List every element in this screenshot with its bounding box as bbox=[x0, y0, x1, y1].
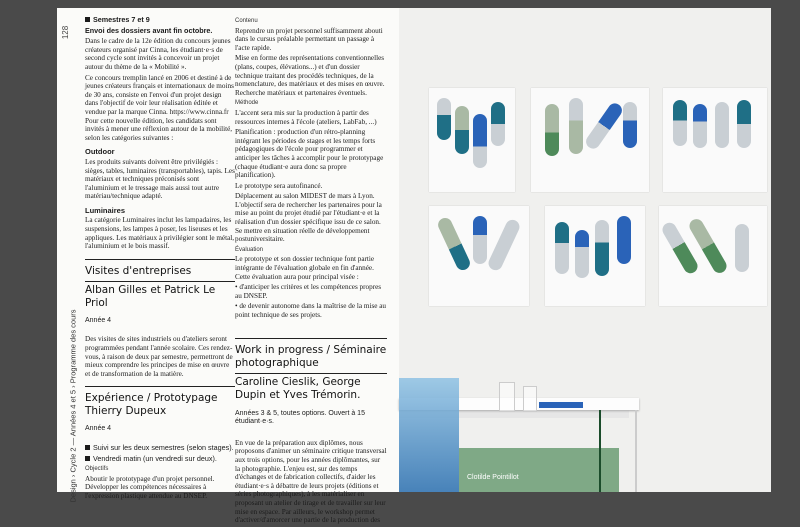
intro-paragraph-2: Ce concours tremplin lancé en 2006 et destiné à de jeunes créateurs français et internationaux de moins de 30 ans, consiste en l'envoi d'un projet design dans l'objectif de voir leur réalisation éditée et vendue par la marque Cinna. https://www.cinna.fr Pour cette nouvelle édition, les candidats sont invités à mener une réflexion autour de la mobilité, selon les catégories suivantes : bbox=[85, 73, 234, 142]
exhibition-wall-photo bbox=[419, 28, 771, 298]
evaluation-paragraph-2: • d'anticiper les critères et les compétences propres au DNSEP. bbox=[235, 283, 382, 300]
color-strip bbox=[436, 216, 472, 273]
methode-paragraph-2: Planification : production d'un rétro-planning intégrant les périodes de stages et les temps forts pédagogiques de l'école pour programmer et anticiper les tâches à accomplir pour le prototypage (chaque étudiant·e aura donc sa propre planification). bbox=[235, 128, 384, 180]
print-panel bbox=[429, 88, 515, 192]
table-leg bbox=[635, 410, 637, 492]
outdoor-text: Les produits suivants doivent être privilégiés : sièges, tables, luminaires (transportables), tapis. Les matériaux et techniques préconisés sont l'aluminium et le tressage mais aussi tout autre matériau/technique adapté. bbox=[85, 157, 235, 201]
methode-paragraph-3: Le prototype sera autofinancé. bbox=[235, 181, 323, 190]
photo-page bbox=[399, 8, 771, 492]
visites-year: Année 4 bbox=[85, 316, 112, 324]
luminaires-text: La catégorie Luminaires inclut les lampadaires, les suspensions, les lampes à poser, les liseuses et les appliques. Les matériaux à privilégier sont le métal, l'aluminium et le bois massif. bbox=[85, 216, 235, 251]
methode-paragraph-1: L'accent sera mis sur la production à partir des ressources internes à l'école (ateliers, LabFab, ...) bbox=[235, 108, 377, 126]
square-bullet-icon bbox=[85, 17, 90, 22]
color-strip bbox=[545, 104, 559, 156]
visites-names: Alban Gilles et Patrick Le Priol bbox=[85, 283, 216, 309]
color-strip bbox=[693, 104, 707, 148]
contenu-paragraph-1: Reprendre un projet personnel suffisamment abouti dans le cursus préalable permettant un passage à l'acte rapide. bbox=[235, 26, 383, 52]
semester-label: Semestres 7 et 9 bbox=[85, 16, 235, 25]
color-strip bbox=[473, 216, 487, 264]
section-divider bbox=[85, 259, 235, 260]
wip-years: Années 3 & 5, toutes options. Ouvert à 15 étudiant·e·s. bbox=[235, 409, 365, 426]
color-strip bbox=[486, 218, 522, 273]
color-strip bbox=[555, 222, 569, 274]
color-strip bbox=[673, 100, 687, 146]
color-strip bbox=[715, 102, 729, 148]
title-underline bbox=[85, 281, 235, 282]
contenu-paragraph-2: Mise en forme des représentations conventionnelles (plans, coupes, élévations...) et d'un dossier technique traitant des procédés techniques, de la nomenclature, des matériaux et des mises en œuvre. Recherche matériaux et partenaires éventuels. bbox=[235, 54, 385, 97]
methode-paragraph-4: Déplacement au salon MIDEST de mars à Lyon. L'objectif sera de rechercher les partenaires pour la mise au point du projet étudié par l'étudiant·e et la réalisation d'un dossier spécifique issu de ce salon. Se mettre en situation réelle de développement postuniversitaire. bbox=[235, 192, 382, 244]
section-divider bbox=[235, 338, 387, 339]
title-underline bbox=[235, 373, 387, 374]
print-panel bbox=[429, 206, 529, 306]
color-strip bbox=[575, 230, 589, 278]
print-panel bbox=[663, 88, 767, 192]
section-divider bbox=[85, 386, 235, 387]
text-column-left bbox=[85, 16, 235, 503]
visites-title: Visites d'entreprises bbox=[85, 264, 192, 277]
color-strip bbox=[735, 224, 749, 272]
text-column-right bbox=[235, 16, 387, 527]
running-header: Design › Cycle 2 — Années 4 et 5 › Programme des cours bbox=[68, 309, 78, 503]
left-page bbox=[57, 8, 399, 525]
color-strip bbox=[583, 101, 624, 152]
color-strip bbox=[437, 98, 451, 140]
wip-title: Work in progress / Séminaire photographique bbox=[235, 343, 387, 369]
experience-item-2: Vendredi matin (un vendredi sur deux). bbox=[85, 455, 235, 464]
wip-names: Caroline Cieslik, George Dupin et Yves Trémorin. bbox=[235, 375, 361, 401]
contenu-label: Contenu bbox=[235, 18, 258, 24]
print-panel bbox=[659, 206, 767, 306]
square-bullet-icon bbox=[85, 456, 90, 461]
color-strip bbox=[455, 106, 469, 154]
print-panel bbox=[545, 206, 645, 306]
intro-paragraph-1: Dans le cadre de la 12e édition du concours jeunes créateurs organisé par Cinna, les étudiant·e·s de second cycle sont invités à concevoir un projet autour du thème de la « Mobilité ». bbox=[85, 37, 231, 71]
page-sidebar bbox=[61, 8, 78, 503]
print-panel bbox=[531, 88, 649, 192]
glass-object bbox=[499, 382, 515, 412]
experience-names: Thierry Dupeux bbox=[85, 405, 167, 418]
square-bullet-icon bbox=[85, 445, 90, 450]
glass-object bbox=[523, 386, 537, 412]
deadline-title: Envoi des dossiers avant fin octobre. bbox=[85, 25, 213, 35]
objectifs-label: Objectifs bbox=[85, 466, 109, 473]
luminaires-heading: Luminaires bbox=[85, 205, 126, 215]
page-number: 128 bbox=[61, 25, 71, 40]
experience-item-1: Suivi sur les deux semestres (selon stages). bbox=[85, 444, 235, 453]
color-strip bbox=[617, 216, 631, 264]
evaluation-paragraph-3: • de devenir autonome dans la maîtrise de la mise au point technique de ses projets. bbox=[235, 302, 387, 319]
visites-text: Des visites de sites industriels ou d'ateliers seront programmées pendant l'année scolaire. Ces rendez-vous, à raison de deux par semestre, permettront de mieux comprendre les principes de mise en œuvre et de transformation de la matière. bbox=[85, 335, 233, 378]
color-strip bbox=[473, 114, 487, 168]
experience-year: Année 4 bbox=[85, 425, 112, 433]
green-tray bbox=[459, 448, 619, 492]
color-strip bbox=[737, 100, 751, 148]
color-strip bbox=[491, 102, 505, 146]
blue-tray bbox=[539, 402, 583, 408]
magazine-spread bbox=[57, 8, 771, 525]
experience-title: Expérience / Prototypage bbox=[85, 392, 218, 405]
blue-reflection bbox=[399, 378, 459, 492]
photo-credit: Clotilde Pointillot bbox=[467, 474, 519, 481]
evaluation-paragraph-1: Le prototype et son dossier technique font partie intégrante de l'évaluation globale en fin d'année. Cette évaluation aura pour principal visée : bbox=[235, 255, 375, 281]
methode-label: Méthode bbox=[235, 100, 259, 107]
table-leg bbox=[599, 410, 601, 492]
objectifs-text: Aboutir le prototypage d'un projet personnel. Développer les compétences nécessaires à l'expression plastique attendue au DNSEP. bbox=[85, 474, 215, 500]
wip-text: En vue de la préparation aux diplômes, nous proposons d'animer un séminaire critique transversal aux trois options, pour les années diplômantes, sur la photographie. L'enjeu est, sur des temps d'échanges et de fabrication collectifs, d'aider les étudiant·e·s à débattre de leurs projets (éditions et séries photographiques), à les matérialiser en proposant un atelier de tirage et de travailler sur leur mise en espace. Par ailleurs, le workshop permet d'activer/d'amorcer une partie de la production des bbox=[235, 438, 387, 525]
color-strip bbox=[623, 102, 637, 148]
color-strip bbox=[595, 220, 609, 276]
display-table bbox=[399, 368, 771, 492]
color-strip bbox=[569, 98, 583, 154]
evaluation-label: Évaluation bbox=[235, 246, 264, 253]
outdoor-heading: Outdoor bbox=[85, 147, 115, 157]
